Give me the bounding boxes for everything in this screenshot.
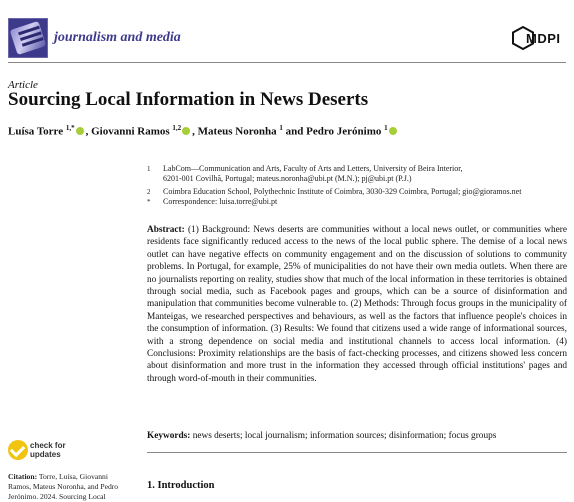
affiliation-1	[147, 164, 567, 184]
mdpi-logo	[512, 25, 568, 53]
check-for-updates[interactable]	[8, 440, 78, 462]
author-affiliation-marker: 1,*	[65, 124, 75, 132]
citation-label: Citation:	[8, 472, 38, 481]
author-list: Luísa Torre $^{1,*}$ , Giovanni Ramos $^{1,2}$ , Mateus Noronha $^1$ and Pedro Jerónimo $^1$	[8, 124, 399, 138]
author-affiliation-marker: 1	[279, 124, 283, 132]
author-name[interactable]: Mateus Noronha	[197, 125, 277, 138]
affiliation-marker: 2	[147, 188, 151, 196]
keywords-divider	[147, 452, 567, 453]
publisher-name: MDPI	[526, 31, 561, 46]
keywords-label: Keywords:	[147, 431, 191, 441]
authors-joiner: and	[282, 125, 307, 138]
affiliation-line: 6201-001 Covilhã, Portugal; mateus.noronha@ubi.pt (M.N.); pj@ubi.pt (P.J.)	[163, 174, 412, 183]
orcid-icon[interactable]	[182, 127, 190, 135]
affiliation-line: LabCom—Communication and Arts, Faculty of Arts and Letters, University of Beira Interior,	[163, 164, 463, 173]
article-type: Article	[8, 79, 38, 91]
correspondence-line[interactable]: Correspondence: luisa.torre@ubi.pt	[163, 197, 278, 206]
check-badge-icon	[8, 440, 28, 460]
check-updates-text	[30, 441, 66, 459]
citation-text: Torre, Luísa, Giovanni Ramos, Mateus Noronha, and Pedro Jerónimo. 2024. Sourcing Local	[8, 472, 119, 501]
author-affiliation-marker: 1,2	[172, 124, 182, 132]
affiliation-line: Coimbra Education School, Polythechnic Institute of Coimbra, 3030-329 Coimbra, Portugal; gio@gioramos.net	[163, 187, 522, 196]
abstract	[147, 224, 567, 385]
header-divider	[8, 62, 566, 63]
affiliation-marker: *	[147, 198, 151, 206]
author-affiliation-marker: 1	[384, 124, 388, 132]
journal-logo-icon	[8, 18, 48, 58]
article-title: Sourcing Local Information in News Deserts	[8, 89, 369, 110]
abstract-text: (1) Background: News deserts are communities without a local news outlet, or communities where residents face significantly reduced access to the news of the local public sphere. The demise of a local news outlet can have negative effects on community engagement and on the discussion of solutions to community problems. In Portugal, for example, 25% of municipalities do not have their own media outlets. When there are no journalists reporting on reality, studies show that much of the local information in these territories is obtained through social media, such as Facebook pages and groups, which can be a source of disinformation and manipulation that communities become vulnerable to. (2) Methods: Through focus groups in the municipality of Manteigas, we researched perspectives and behaviours, as well as the factors that influence people's choices in the consumption of information. (3) Results: We found that citizens used a wide range of informational sources, with a strong dependence on social media and institutional channels to access local information. (4) Conclusions: Proximity relationships are the basis of fact-checking processes, and citizens showed less concern about disinformation and more trust in the information they accessed through official institutions' pages and through word-of-mouth in their communities.	[147, 225, 567, 384]
journal-name: journalism and media	[54, 30, 181, 45]
correspondence	[147, 197, 567, 207]
affiliation-2	[147, 187, 567, 197]
orcid-icon[interactable]	[76, 127, 84, 135]
abstract-label: Abstract:	[147, 225, 185, 235]
section-heading: 1. Introduction	[147, 480, 215, 491]
check-updates-line2: updates	[30, 450, 61, 459]
keywords	[147, 431, 567, 441]
author-name[interactable]: Giovanni Ramos	[91, 125, 170, 138]
affiliation-marker: 1	[147, 165, 151, 173]
author-name[interactable]: Luísa Torre	[8, 125, 64, 138]
author-name[interactable]: Pedro Jerónimo	[306, 125, 382, 138]
orcid-icon[interactable]	[389, 127, 397, 135]
keywords-text: news deserts; local journalism; information sources; disinformation; focus groups	[192, 431, 497, 441]
check-updates-line1: check for	[30, 441, 66, 450]
